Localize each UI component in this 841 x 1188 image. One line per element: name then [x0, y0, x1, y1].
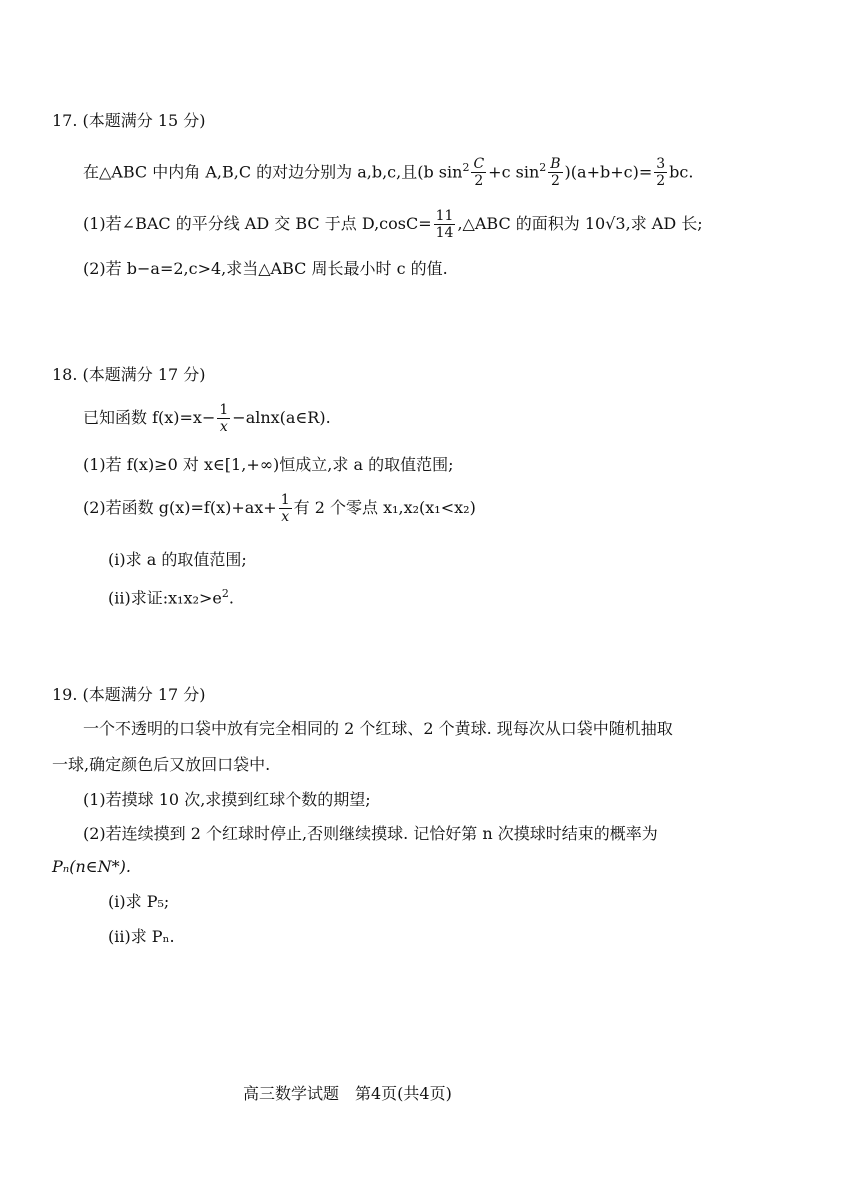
q18-heading: 18. (本题满分 17 分)	[52, 365, 206, 384]
q17-p1-b: ,△ABC 的面积为 10√3,求 AD 长;	[457, 214, 703, 233]
q17-p1-a: (1)若∠BAC 的平分线 AD 交 BC 于点 D,cosC=	[83, 214, 432, 233]
q17-stem-c: )(a+b+c)=	[564, 162, 653, 182]
q18-p2-a: (2)若函数 g(x)=f(x)+ax+	[83, 498, 277, 517]
q17-p1-frac-num: 11	[435, 208, 454, 224]
q17-stem-d: bc.	[669, 162, 694, 182]
q18-frac-num: 1	[219, 402, 229, 418]
q19-heading: 19. (本题满分 17 分)	[52, 685, 206, 704]
q17-frac-c-den: 2	[474, 173, 484, 190]
q17-sq2: 2	[539, 161, 547, 174]
q17-part1	[83, 206, 703, 242]
q17-stem-b: +c sin	[488, 162, 540, 182]
q17-stem	[83, 150, 693, 190]
q18-stem-b: −alnx(a∈R).	[232, 408, 331, 427]
q18-sub2-sup: 2	[221, 587, 229, 600]
q17-frac-b-den: 2	[550, 173, 560, 190]
page-footer: 高三数学试题 第4页(共4页)	[243, 1084, 452, 1103]
q18-stem-a: 已知函数 f(x)=x−	[83, 408, 216, 427]
q17-frac-three-half	[654, 156, 667, 189]
q18-sub1: (i)求 a 的取值范围;	[108, 550, 247, 569]
q18-p2-b: 有 2 个零点 x₁,x₂(x₁<x₂)	[293, 498, 476, 517]
q19-part1: (1)若摸球 10 次,求摸到红球个数的期望;	[83, 790, 371, 809]
q18-p2-frac-num: 1	[280, 492, 290, 508]
q18-sub2-a: (ii)求证:x₁x₂>e	[108, 588, 222, 608]
q18-part1: (1)若 f(x)≥0 对 x∈[1,+∞)恒成立,求 a 的取值范围;	[83, 455, 454, 474]
q18-p2-frac	[279, 492, 292, 525]
q19-part2-line1: (2)若连续摸到 2 个红球时停止,否则继续摸球. 记恰好第 n 次摸球时结束的概率为	[83, 824, 658, 843]
q17-part2: (2)若 b−a=2,c>4,求当△ABC 周长最小时 c 的值.	[83, 259, 448, 278]
q17-frac3-num: 3	[656, 156, 666, 173]
q18-sub2-b: .	[228, 588, 234, 608]
q17-frac-b-num: B	[550, 156, 561, 173]
q18-frac-den: x	[219, 419, 228, 435]
q17-stem-a: 在△ABC 中内角 A,B,C 的对边分别为 a,b,c,且(b sin	[83, 162, 463, 182]
q18-part2	[83, 490, 476, 526]
q17-frac-c-num: C	[473, 156, 485, 173]
q19-part2-line2: Pₙ(n∈N*).	[52, 857, 131, 876]
q17-sq1: 2	[462, 161, 470, 174]
q17-p1-frac	[434, 208, 456, 241]
q19-stem-line1: 一个不透明的口袋中放有完全相同的 2 个红球、2 个黄球. 现每次从口袋中随机抽取	[83, 719, 673, 738]
q18-p2-frac-den: x	[281, 509, 290, 525]
q19-stem-line2: 一球,确定颜色后又放回口袋中.	[52, 755, 271, 774]
q18-stem	[83, 400, 331, 436]
q18-sub2	[108, 583, 234, 609]
q17-p1-frac-den: 14	[435, 225, 454, 241]
q17-frac-b	[548, 156, 562, 189]
q17-frac-c	[471, 156, 486, 189]
q17-heading: 17. (本题满分 15 分)	[52, 111, 206, 130]
q19-sub1: (i)求 P₅;	[108, 892, 170, 911]
q19-sub2: (ii)求 Pₙ.	[108, 927, 175, 946]
q17-frac3-den: 2	[656, 173, 666, 190]
q18-frac	[217, 402, 230, 435]
